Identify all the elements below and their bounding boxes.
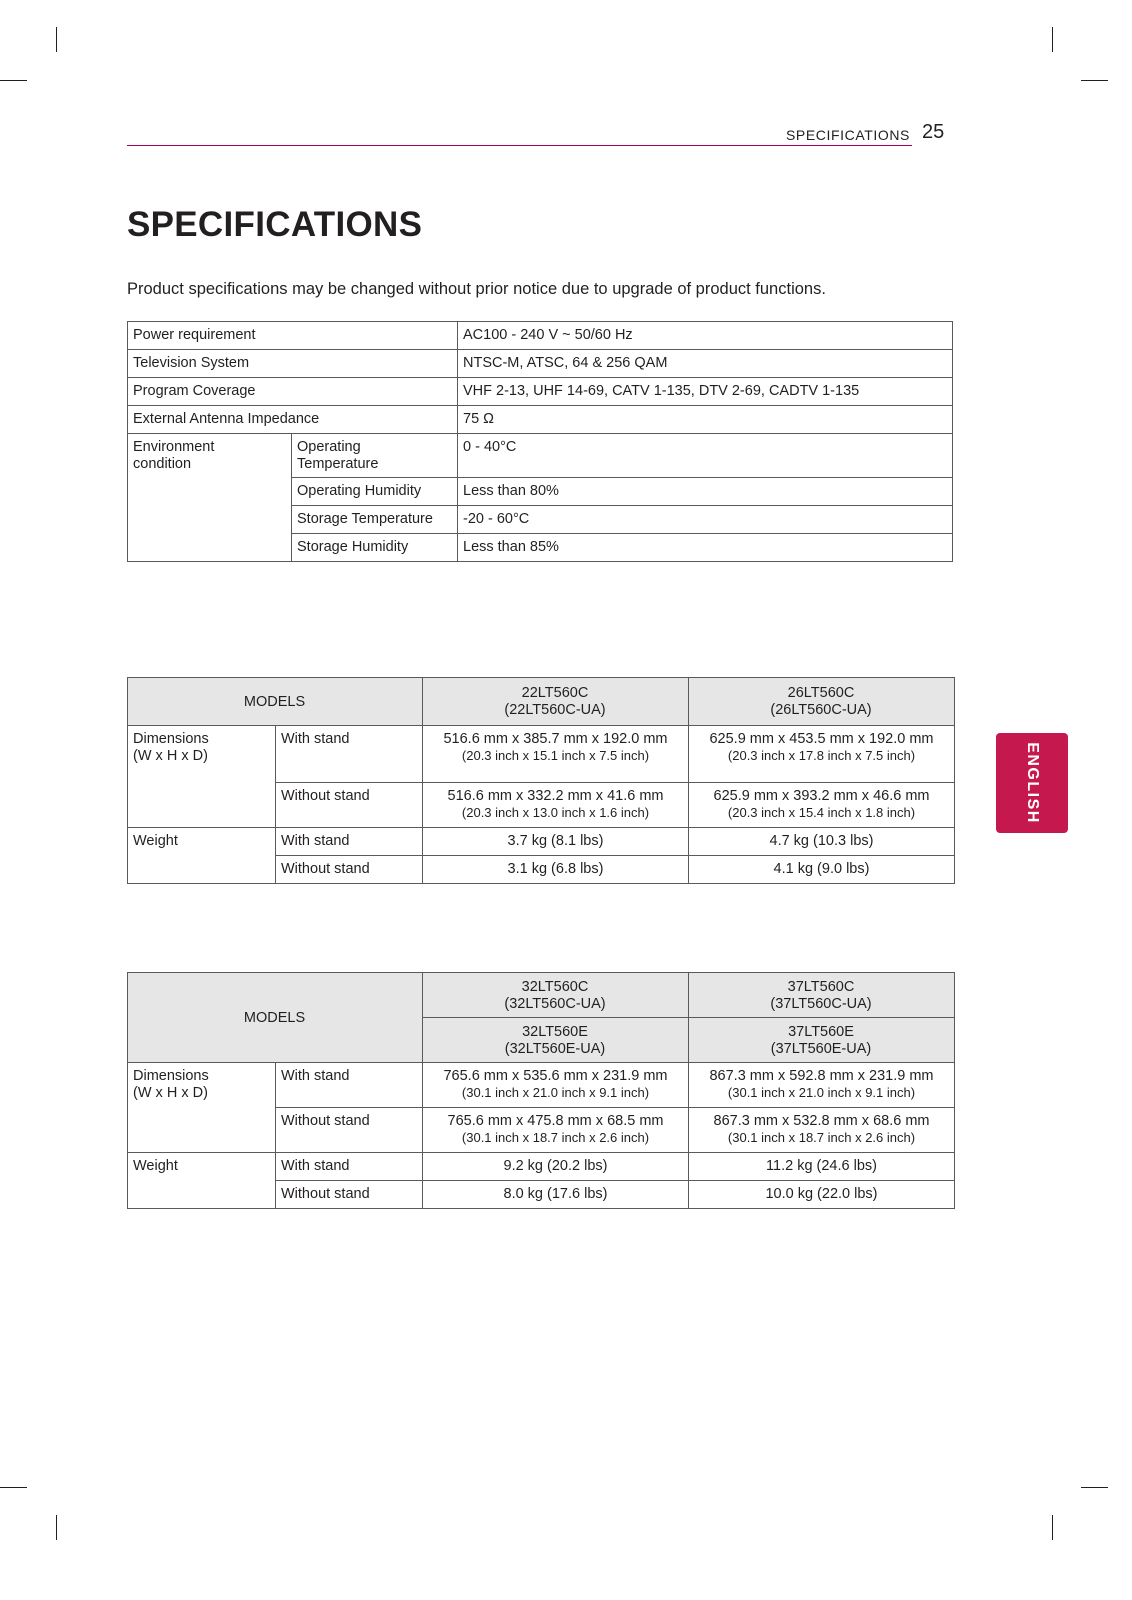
language-tab-label: ENGLISH (1024, 742, 1041, 824)
table-row (128, 828, 955, 856)
table-header-row (128, 678, 955, 726)
running-header-section: SPECIFICATIONS (785, 127, 910, 143)
table-row (128, 322, 953, 350)
weight-value: 4.1 kg (9.0 lbs) (689, 856, 955, 884)
model-name: 26LT560C (787, 685, 855, 701)
table-row (128, 406, 953, 434)
page-title: SPECIFICATIONS (127, 205, 423, 244)
with-stand-label: With stand (276, 828, 423, 856)
dimension-value (423, 1063, 689, 1108)
model-code: (22LT560C-UA) (504, 702, 606, 718)
weight-label: Weight (128, 828, 276, 884)
model-header (423, 973, 689, 1018)
st-hum-value: Less than 85% (458, 534, 953, 562)
models-table-1 (127, 677, 955, 884)
model-header (689, 678, 955, 726)
dimension-inch: (20.3 inch x 17.8 inch x 7.5 inch) (727, 748, 916, 763)
model-name: 32LT560C (521, 978, 589, 995)
power-value: AC100 - 240 V ~ 50/60 Hz (458, 322, 953, 350)
antenna-value: 75 Ω (458, 406, 953, 434)
model-code: (37LT560E-UA) (770, 1040, 872, 1057)
op-hum-label: Operating Humidity (292, 478, 458, 506)
dimension-value (689, 1063, 955, 1108)
weight-value: 9.2 kg (20.2 lbs) (423, 1153, 689, 1181)
dimensions-sub: (W x H x D) (133, 748, 208, 764)
table-row (128, 1063, 955, 1108)
crop-mark (56, 27, 57, 52)
dimension-mm: 516.6 mm x 385.7 mm x 192.0 mm (443, 731, 668, 747)
dimension-value (689, 1108, 955, 1153)
model-header (423, 1018, 689, 1063)
dimension-mm: 516.6 mm x 332.2 mm x 41.6 mm (447, 788, 664, 804)
intro-text: Product specifications may be changed without prior notice due to upgrade of product functions. (127, 280, 826, 298)
tv-system-value: NTSC-M, ATSC, 64 & 256 QAM (458, 350, 953, 378)
dimension-inch: (30.1 inch x 21.0 inch x 9.1 inch) (461, 1085, 650, 1100)
dimension-value (689, 726, 955, 783)
dimension-value (423, 1108, 689, 1153)
with-stand-label: With stand (276, 1063, 423, 1108)
header-rule (127, 145, 912, 146)
dimension-mm: 765.6 mm x 535.6 mm x 231.9 mm (443, 1068, 668, 1084)
dimension-inch: (20.3 inch x 13.0 inch x 1.6 inch) (461, 805, 650, 820)
weight-value: 11.2 kg (24.6 lbs) (689, 1153, 955, 1181)
table-row (128, 726, 955, 783)
weight-value: 3.7 kg (8.1 lbs) (423, 828, 689, 856)
st-temp-label: Storage Temperature (292, 506, 458, 534)
crop-mark (56, 1515, 57, 1540)
without-stand-label: Without stand (276, 1181, 423, 1209)
model-name: 32LT560E (522, 1023, 588, 1040)
weight-value: 3.1 kg (6.8 lbs) (423, 856, 689, 884)
dimensions-label (128, 726, 276, 828)
dimensions-title: Dimensions (133, 1068, 209, 1084)
with-stand-label: With stand (276, 1153, 423, 1181)
coverage-label: Program Coverage (128, 378, 458, 406)
general-spec-table (127, 321, 953, 562)
without-stand-label: Without stand (276, 856, 423, 884)
dimension-value (689, 783, 955, 828)
crop-mark (1081, 80, 1108, 81)
table-row (128, 1153, 955, 1181)
table-row (128, 378, 953, 406)
dimension-mm: 867.3 mm x 532.8 mm x 68.6 mm (713, 1113, 930, 1129)
dimensions-label (128, 1063, 276, 1153)
model-code: (37LT560C-UA) (770, 995, 872, 1012)
dimension-inch: (20.3 inch x 15.4 inch x 1.8 inch) (727, 805, 916, 820)
model-code: (26LT560C-UA) (770, 702, 872, 718)
st-hum-label: Storage Humidity (292, 534, 458, 562)
dimension-mm: 765.6 mm x 475.8 mm x 68.5 mm (447, 1113, 664, 1129)
without-stand-label: Without stand (276, 1108, 423, 1153)
table-row (128, 434, 953, 478)
dimension-mm: 625.9 mm x 393.2 mm x 46.6 mm (713, 788, 930, 804)
dimensions-sub: (W x H x D) (133, 1085, 208, 1101)
models-header: MODELS (128, 678, 423, 726)
crop-mark (1052, 1515, 1053, 1540)
antenna-label: External Antenna Impedance (128, 406, 458, 434)
model-header (689, 973, 955, 1018)
coverage-value: VHF 2-13, UHF 14-69, CATV 1-135, DTV 2-69, CADTV 1-135 (458, 378, 953, 406)
language-tab (996, 733, 1068, 833)
tv-system-label: Television System (128, 350, 458, 378)
dimension-value (423, 783, 689, 828)
with-stand-label: With stand (276, 726, 423, 783)
weight-value: 10.0 kg (22.0 lbs) (689, 1181, 955, 1209)
weight-value: 8.0 kg (17.6 lbs) (423, 1181, 689, 1209)
weight-value: 4.7 kg (10.3 lbs) (689, 828, 955, 856)
models-header: MODELS (128, 973, 423, 1063)
models-table-2 (127, 972, 955, 1209)
crop-mark (0, 80, 27, 81)
power-label: Power requirement (128, 322, 458, 350)
table-header-row (128, 973, 955, 1018)
environment-label: Environment condition (128, 434, 292, 562)
model-header (689, 1018, 955, 1063)
dimension-inch: (30.1 inch x 18.7 inch x 2.6 inch) (727, 1130, 916, 1145)
dimension-mm: 625.9 mm x 453.5 mm x 192.0 mm (709, 731, 934, 747)
crop-mark (1081, 1487, 1108, 1488)
st-temp-value: -20 - 60°C (458, 506, 953, 534)
model-name: 22LT560C (521, 685, 589, 701)
crop-mark (1052, 27, 1053, 52)
weight-label: Weight (128, 1153, 276, 1209)
model-name: 37LT560C (787, 978, 855, 995)
dimensions-title: Dimensions (133, 731, 209, 747)
table-row (128, 350, 953, 378)
op-hum-value: Less than 80% (458, 478, 953, 506)
dimension-inch: (30.1 inch x 18.7 inch x 2.6 inch) (461, 1130, 650, 1145)
dimension-inch: (20.3 inch x 15.1 inch x 7.5 inch) (461, 748, 650, 763)
op-temp-label: Operating Temperature (292, 434, 458, 478)
without-stand-label: Without stand (276, 783, 423, 828)
dimension-inch: (30.1 inch x 21.0 inch x 9.1 inch) (727, 1085, 916, 1100)
crop-mark (0, 1487, 27, 1488)
model-code: (32LT560E-UA) (504, 1040, 606, 1057)
dimension-value (423, 726, 689, 783)
dimension-mm: 867.3 mm x 592.8 mm x 231.9 mm (709, 1068, 934, 1084)
page-number: 25 (922, 121, 945, 143)
model-header (423, 678, 689, 726)
model-name: 37LT560E (788, 1023, 854, 1040)
model-code: (32LT560C-UA) (504, 995, 606, 1012)
op-temp-value: 0 - 40°C (458, 434, 953, 478)
